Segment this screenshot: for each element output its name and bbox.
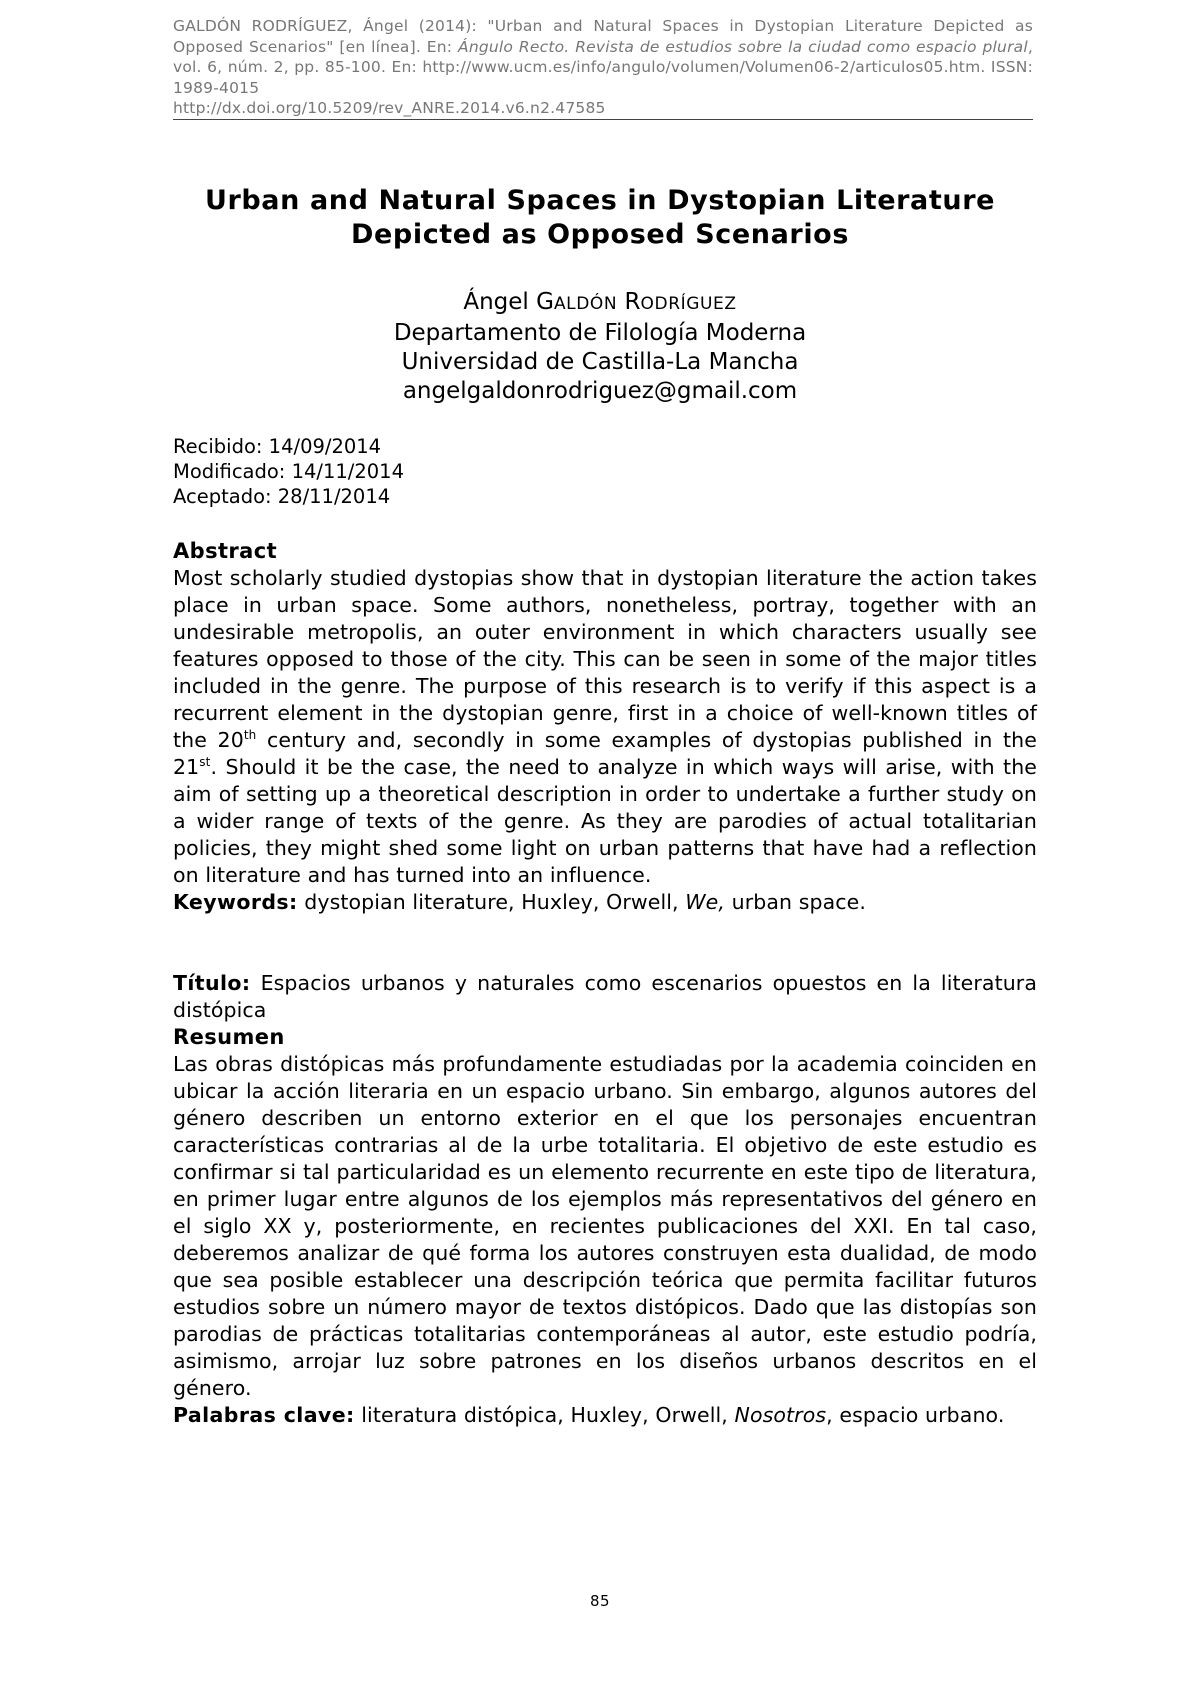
citation-doi[interactable]: http://dx.doi.org/10.5209/rev_ANRE.2014.v6.n2.47585: [173, 99, 606, 117]
keywords-label: Keywords:: [173, 890, 298, 914]
author-surname-1: GALDÓN: [536, 289, 618, 315]
date-modified: Modificado: 14/11/2014: [173, 460, 404, 483]
citation-text: GALDÓN RODRÍGUEZ, Ángel (2014): "Urban and Natural Spaces in Dystopian Literature Depicted as Opposed Scenarios" [en línea]. En:: [173, 17, 1033, 56]
titulo-label: Título:: [173, 971, 251, 995]
submission-dates: [173, 434, 773, 509]
header-divider: [173, 119, 1033, 120]
article-title: [150, 184, 1050, 252]
resumen-text: Las obras distópicas más profundamente estudiadas por la academia coinciden en ubicar la acción literaria en un espacio urbano. Sin embargo, algunos autores del género describen un entorno exterior en el que los personajes encuentran características contrarias al de la urbe totalitaria. El objetivo de este estudio es confirmar si tal particularidad es un elemento recurrente en este tipo de literatura, en primer lugar entre algunos de los ejemplos más representativos del género en el siglo XX y, posteriormente, en recientes publicaciones del XXI. En tal caso, deberemos analizar de qué forma los autores construyen esta dualidad, de modo que sea posible establecer una descripción teórica que permita facilitar futuros estudios sobre un número mayor de textos distópicos. Dado que las distopías son parodias de prácticas totalitarias contemporáneas al autor, este estudio podría, asimismo, arrojar luz sobre patrones en los diseños urbanos descritos en el género.: [173, 1052, 1037, 1400]
author-department: Departamento de Filología Moderna: [393, 320, 807, 346]
citation-header: [173, 16, 1033, 119]
author-university: Universidad de Castilla-La Mancha: [401, 349, 799, 375]
palabras-label: Palabras clave:: [173, 1403, 355, 1427]
abstract-section: [173, 538, 1037, 916]
author-email[interactable]: angelgaldonrodriguez@gmail.com: [402, 378, 798, 404]
article-title-line-2: Depicted as Opposed Scenarios: [350, 219, 849, 250]
keywords: Keywords: dystopian literature, Huxley, Orwell, We, urban space.: [173, 890, 866, 914]
date-received: Recibido: 14/09/2014: [173, 435, 382, 458]
article-title-line-1: Urban and Natural Spaces in Dystopian Literature: [204, 185, 996, 216]
citation-text-details: , vol. 6, núm. 2, pp. 85-100. En: http://www.ucm.es/info/angulo/volumen/Volumen06-2/articulos05.htm. ISSN: 1989-4015: [173, 37, 1033, 97]
resumen-heading: Resumen: [173, 1025, 285, 1049]
spanish-title: Título: Espacios urbanos y naturales como escenarios opuestos en la literatura distópica: [173, 971, 1037, 1022]
author-block: [150, 288, 1050, 406]
author-name: [150, 288, 1050, 319]
author-surname-2: RODRÍGUEZ: [624, 289, 737, 315]
author-given-name: Ángel: [463, 289, 529, 315]
abstract-text: Most scholarly studied dystopias show that in dystopian literature the action takes place in urban space. Some authors, nonetheless, portray, together with an undesirable metropolis, an outer environment in which characters usually see features opposed to those of the city. This can be seen in some of the major titles included in the genre. The purpose of this research is to verify if this aspect is a recurrent element in the dystopian genre, first in a choice of well-known titles of the 20th century and, secondly in some examples of dystopias published in the 21st. Should it be the case, the need to analyze in which ways will arise, with the aim of setting up a theoretical description in order to undertake a further study on a wider range of texts of the genre. As they are parodies of actual totalitarian policies, they might shed some light on urban patterns that have had a reflection on literature and has turned into an influence.: [173, 566, 1037, 887]
citation-journal: Ángulo Recto. Revista de estudios sobre la ciudad como espacio plural: [458, 37, 1028, 56]
page-number: 85: [589, 1592, 611, 1610]
date-accepted: Aceptado: 28/11/2014: [173, 485, 391, 508]
palabras-clave: Palabras clave: literatura distópica, Huxley, Orwell, Nosotros, espacio urbano.: [173, 1403, 1005, 1427]
abstract-heading: Abstract: [173, 539, 278, 563]
spanish-section: [173, 970, 1037, 1429]
